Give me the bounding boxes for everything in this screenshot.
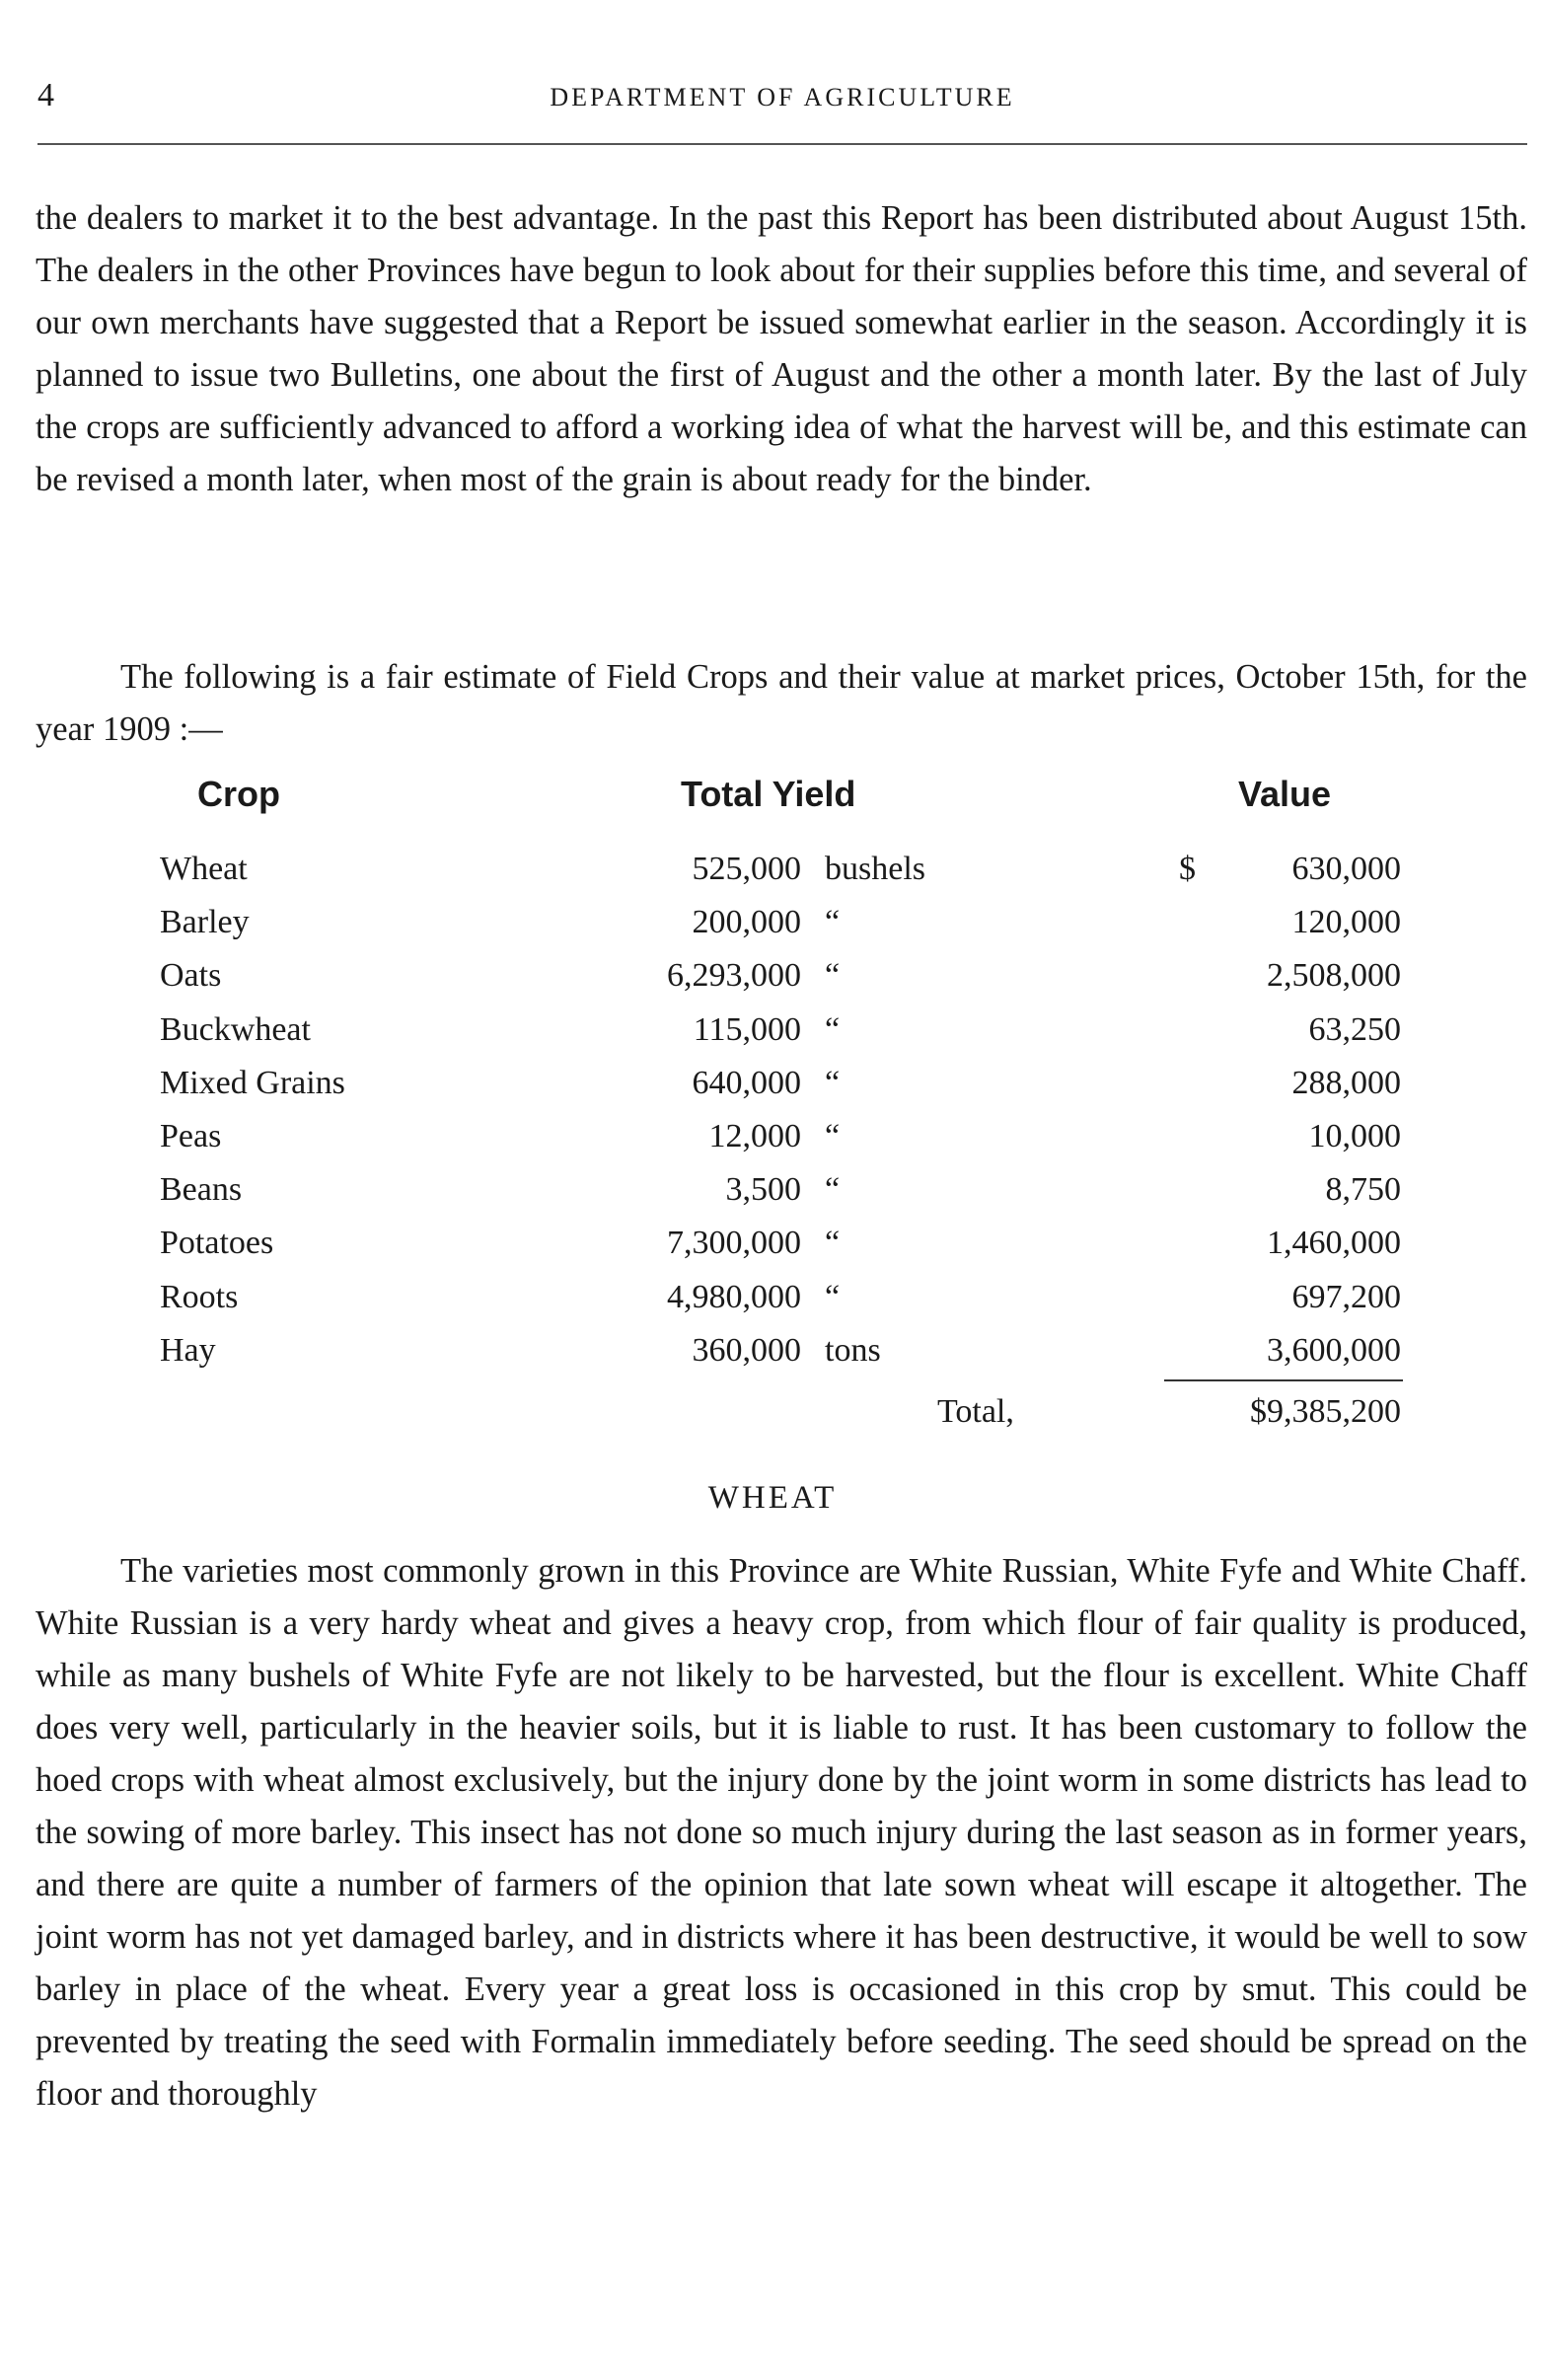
crop-name: Hay [160,1331,216,1369]
total-yield: 640,000 [692,1064,801,1101]
column-header-total-yield: Total Yield [681,774,856,814]
yield-unit: “ [825,1010,841,1048]
yield-unit: “ [825,904,841,941]
yield-unit: “ [825,1118,841,1154]
crop-value: 697,200 [1291,1278,1401,1315]
total-yield: 200,000 [692,904,801,941]
crop-name: Roots [160,1278,239,1315]
crop-name: Mixed Grains [160,1064,345,1101]
sum-rule [1164,1379,1403,1381]
yield-unit: “ [825,1278,841,1315]
yield-unit: bushels [825,851,925,887]
table-row [0,851,1545,904]
total-label: Total, [937,1393,1014,1430]
wheat-paragraph: The varieties most commonly grown in this Province are White Russian, White Fyfe and White Chaff. White Russian is a very hardy wheat and gives a heavy crop, from which flour of fair quality is produced, while as many bushels of White Fyfe are not likely to be harvested, but the flour is excellent. White Chaff does very well, particularly in the heavier soils, but it is liable to rust. It has been customary to follow the hoed crops with wheat almost exclusively, but the injury done by the joint worm in some districts has lead to the sowing of more barley. This insect has not done so much injury during the last season as in former years, and there are quite a number of farmers of the opinion that late sown wheat will escape it altogether. The joint worm has not yet damaged barley, and in districts where it has been destructive, it would be well to sow barley in place of the wheat. Every year a great loss is occasioned in this crop by smut. This could be prevented by treating the seed with Formalin immediately before seeding. The seed should be spread on the floor and thoroughly [36,1552,1527,2113]
column-header-value: Value [1238,774,1332,814]
table-row [0,1332,1545,1385]
intro-paragraph: the dealers to market it to the best advantage. In the past this Report has been distributed about August 15th. The dealers in the other Provinces have begun to look about for their supplies before this time, and several of our own merchants have suggested that a Report be issued somewhat earlier in the season. Accordingly it is planned to issue two Bulletins, one about the first of August and the other a month later. By the last of July the crops are sufficiently advanced to afford a working idea of what the harvest will be, and this estimate can be revised a month later, when most of the grain is about ready for the binder. [36,199,1527,498]
yield-unit: “ [825,1064,841,1101]
table-row [0,1065,1545,1118]
table-row [0,1171,1545,1225]
crop-name: Potatoes [160,1225,274,1262]
crop-name: Buckwheat [160,1010,311,1048]
column-header-crop: Crop [197,774,280,814]
total-yield: 12,000 [708,1118,801,1154]
crop-name: Oats [160,957,222,995]
yield-unit: “ [825,1225,841,1262]
yield-unit: “ [825,1171,841,1209]
crop-name: Peas [160,1118,222,1154]
crop-value: 3,600,000 [1267,1331,1401,1369]
yield-unit: “ [825,957,841,995]
crop-value: 1,460,000 [1267,1225,1401,1262]
estimate-paragraph: The following is a fair estimate of Field Crops and their value at market prices, October 15th, for the year 1909 :— [36,658,1527,748]
page-number: 4 [37,77,54,113]
dollar-sign: $ [1179,851,1196,887]
crop-name: Barley [160,904,250,941]
crop-value: 630,000 [1291,851,1401,887]
crop-name: Wheat [160,851,248,887]
table-row [0,1011,1545,1065]
crop-value: 8,750 [1325,1171,1401,1209]
crop-name: Beans [160,1171,243,1209]
total-yield: 6,293,000 [667,957,801,995]
table-row [0,904,1545,957]
crop-value: 120,000 [1291,904,1401,941]
table-row [0,1118,1545,1171]
total-yield: 525,000 [692,851,801,887]
crop-value: 10,000 [1308,1118,1401,1154]
table-row [0,957,1545,1010]
page-header [37,77,1527,120]
section-heading-wheat: WHEAT [707,1480,838,1516]
total-value: $9,385,200 [1250,1393,1401,1430]
header-rule [37,143,1527,145]
table-row [0,1225,1545,1278]
crop-value: 288,000 [1291,1064,1401,1101]
total-yield: 3,500 [725,1171,801,1209]
crop-value: 2,508,000 [1267,957,1401,995]
yield-unit: tons [825,1331,881,1369]
crop-value: 63,250 [1308,1010,1401,1048]
table-row [0,1279,1545,1332]
total-yield: 115,000 [693,1010,801,1048]
total-yield: 4,980,000 [667,1278,801,1315]
running-head: DEPARTMENT OF AGRICULTURE [550,83,1015,112]
field-crops-table [0,774,1545,1405]
total-yield: 360,000 [692,1331,801,1369]
total-yield: 7,300,000 [667,1225,801,1262]
